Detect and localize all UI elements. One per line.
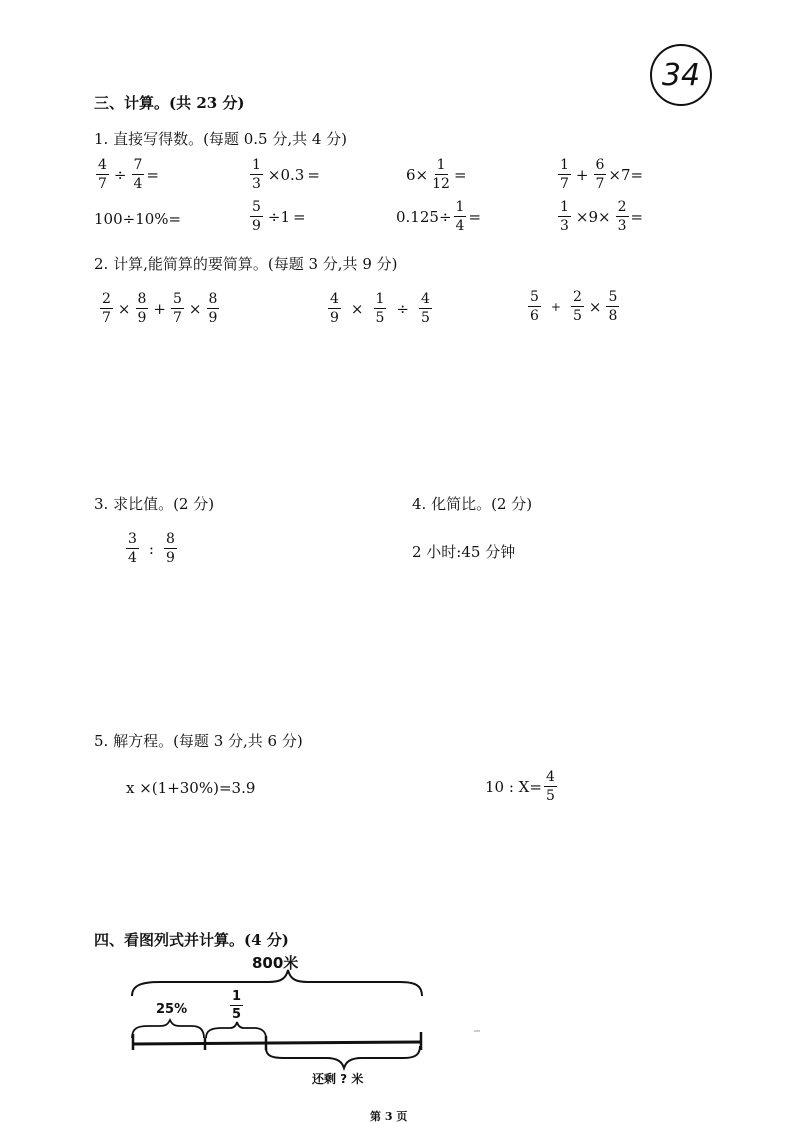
page-badge-text: 34 — [661, 58, 701, 93]
fraction: $\frac{6}{7}$ — [595, 157, 605, 192]
q4-title: 4. 化简比。(2 分) — [412, 495, 533, 513]
fraction: $\frac{1}{3}$ — [560, 199, 569, 234]
fraction: $\frac{5}{9}$ — [252, 199, 261, 234]
fraction: $\frac{1}{12}$ — [432, 157, 450, 192]
q1-item-3: 6× $\frac{1}{12}$ = — [406, 157, 467, 192]
fraction: $\frac{7}{4}$ — [133, 157, 143, 192]
page-footer: 第 3 页 — [370, 1110, 408, 1123]
q1-item-6: $\frac{5}{9}$ ÷1 = — [252, 199, 306, 234]
q1-title: 1. 直接写得数。(每题 0.5 分,共 4 分) — [94, 130, 348, 148]
section4-title: 四、看图列式并计算。(4 分) — [94, 931, 289, 949]
q5-title: 5. 解方程。(每题 3 分,共 6 分) — [94, 732, 303, 750]
diagram-remaining-label: 还剩 ? 米 — [312, 1072, 364, 1086]
q1-item-1: $\frac{4}{7}$ ÷ $\frac{7}{4}$ = — [98, 157, 159, 192]
q3-expression: $\frac{3}{4}$ : $\frac{8}{9}$ — [128, 531, 175, 566]
diagram-part1-label: 25% — [156, 1002, 188, 1017]
part2-brace — [206, 1022, 266, 1038]
fraction: $\frac{4}{7}$ — [98, 157, 107, 192]
q1-item-4: $\frac{1}{7}$ + $\frac{6}{7}$ ×7 = — [560, 157, 644, 192]
q3-title: 3. 求比值。(2 分) — [94, 495, 215, 513]
q1-item-5: 100÷10% = — [94, 210, 182, 228]
q2-expression-2: $\frac{4}{9}$ × $\frac{1}{5}$ ÷ $\frac{4}{5}$ — [330, 291, 430, 326]
q1-item-2: $\frac{1}{3}$ ×0.3 = — [252, 157, 320, 192]
part1-brace — [132, 1020, 204, 1038]
q1-item-7: 0.125÷ $\frac{1}{4}$ = — [396, 199, 482, 234]
fraction: $\frac{1}{4}$ — [455, 199, 465, 234]
q1-item-8: $\frac{1}{3}$ ×9× $\frac{2}{3}$ = — [560, 199, 644, 234]
q5-equation-1: x ×(1+30%)=3.9 — [126, 779, 256, 797]
q2-expression-1: $\frac{2}{7}$ × $\frac{8}{9}$ + $\frac{5}{7}$ × $\frac{8}{9}$ — [102, 291, 218, 326]
q5-equation-2: 10 : X= $\frac{4}{5}$ — [485, 769, 555, 804]
q2-title: 2. 计算,能简算的要简算。(每题 3 分,共 9 分) — [94, 255, 398, 273]
section3-title: 三、计算。(共 23 分) — [94, 94, 245, 112]
remaining-brace — [266, 1046, 420, 1068]
diagram-total-label: 800米 — [252, 954, 299, 972]
q2-expression-3: $\frac{5}{6}$ + $\frac{2}{5}$ × $\frac{5}{8}$ — [530, 289, 618, 324]
fraction: $\frac{2}{3}$ — [617, 199, 627, 234]
fraction: $\frac{1}{7}$ — [560, 157, 569, 192]
q4-expression: 2 小时:45 分钟 — [412, 543, 516, 561]
fraction: $\frac{1}{3}$ — [252, 157, 261, 192]
main-segment — [132, 1042, 422, 1044]
total-brace — [132, 970, 422, 996]
diagram-part2-label: $\frac{1}{5}$ — [232, 989, 242, 1022]
